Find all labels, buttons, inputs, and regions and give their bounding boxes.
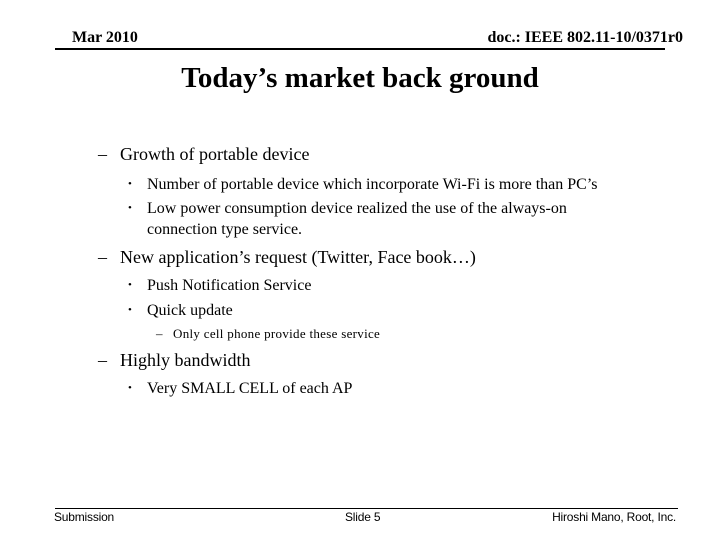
footer-author: Hiroshi Mano, Root, Inc. xyxy=(552,510,676,524)
list-item xyxy=(128,378,668,399)
list-item xyxy=(128,198,628,240)
section3-heading-text: Highly bandwidth xyxy=(120,350,251,370)
dash-marker: – xyxy=(156,326,163,341)
sub-item xyxy=(156,326,380,342)
header-rule xyxy=(55,48,665,50)
section3-heading xyxy=(98,350,251,371)
list-item-text: Push Notification Service xyxy=(147,277,312,294)
section1-heading-text: Growth of portable device xyxy=(120,144,310,164)
section2-heading xyxy=(98,247,476,268)
footer-rule xyxy=(55,508,678,509)
bullet-marker: • xyxy=(128,202,132,214)
list-item xyxy=(128,300,668,321)
dash-marker: – xyxy=(98,144,107,164)
footer-submission: Submission xyxy=(54,510,115,524)
bullet-marker: • xyxy=(128,382,132,394)
list-item xyxy=(128,174,668,195)
header-doc-id: doc.: IEEE 802.11-10/0371r0 xyxy=(487,29,683,46)
header-date: Mar 2010 xyxy=(72,29,138,46)
bullet-marker: • xyxy=(128,279,132,291)
list-item-text: Number of portable device which incorporate Wi-Fi is more than PC’s xyxy=(147,176,598,193)
list-item-text: Low power consumption device realized the use of the always-on connection type service. xyxy=(147,200,567,238)
bullet-marker: • xyxy=(128,304,132,316)
bullet-marker: • xyxy=(128,178,132,190)
slide-title: Today’s market back ground xyxy=(181,62,539,94)
list-item-text: Quick update xyxy=(147,302,233,319)
section1-heading xyxy=(98,144,309,165)
list-item-text: Very SMALL CELL of each AP xyxy=(147,380,353,397)
dash-marker: – xyxy=(98,247,107,267)
dash-marker: – xyxy=(98,350,107,370)
list-item xyxy=(128,275,668,296)
section2-heading-text: New application’s request (Twitter, Face book…) xyxy=(120,247,476,267)
footer-slide-number: Slide 5 xyxy=(345,510,381,524)
sub-item-text: Only cell phone provide these service xyxy=(173,326,381,341)
